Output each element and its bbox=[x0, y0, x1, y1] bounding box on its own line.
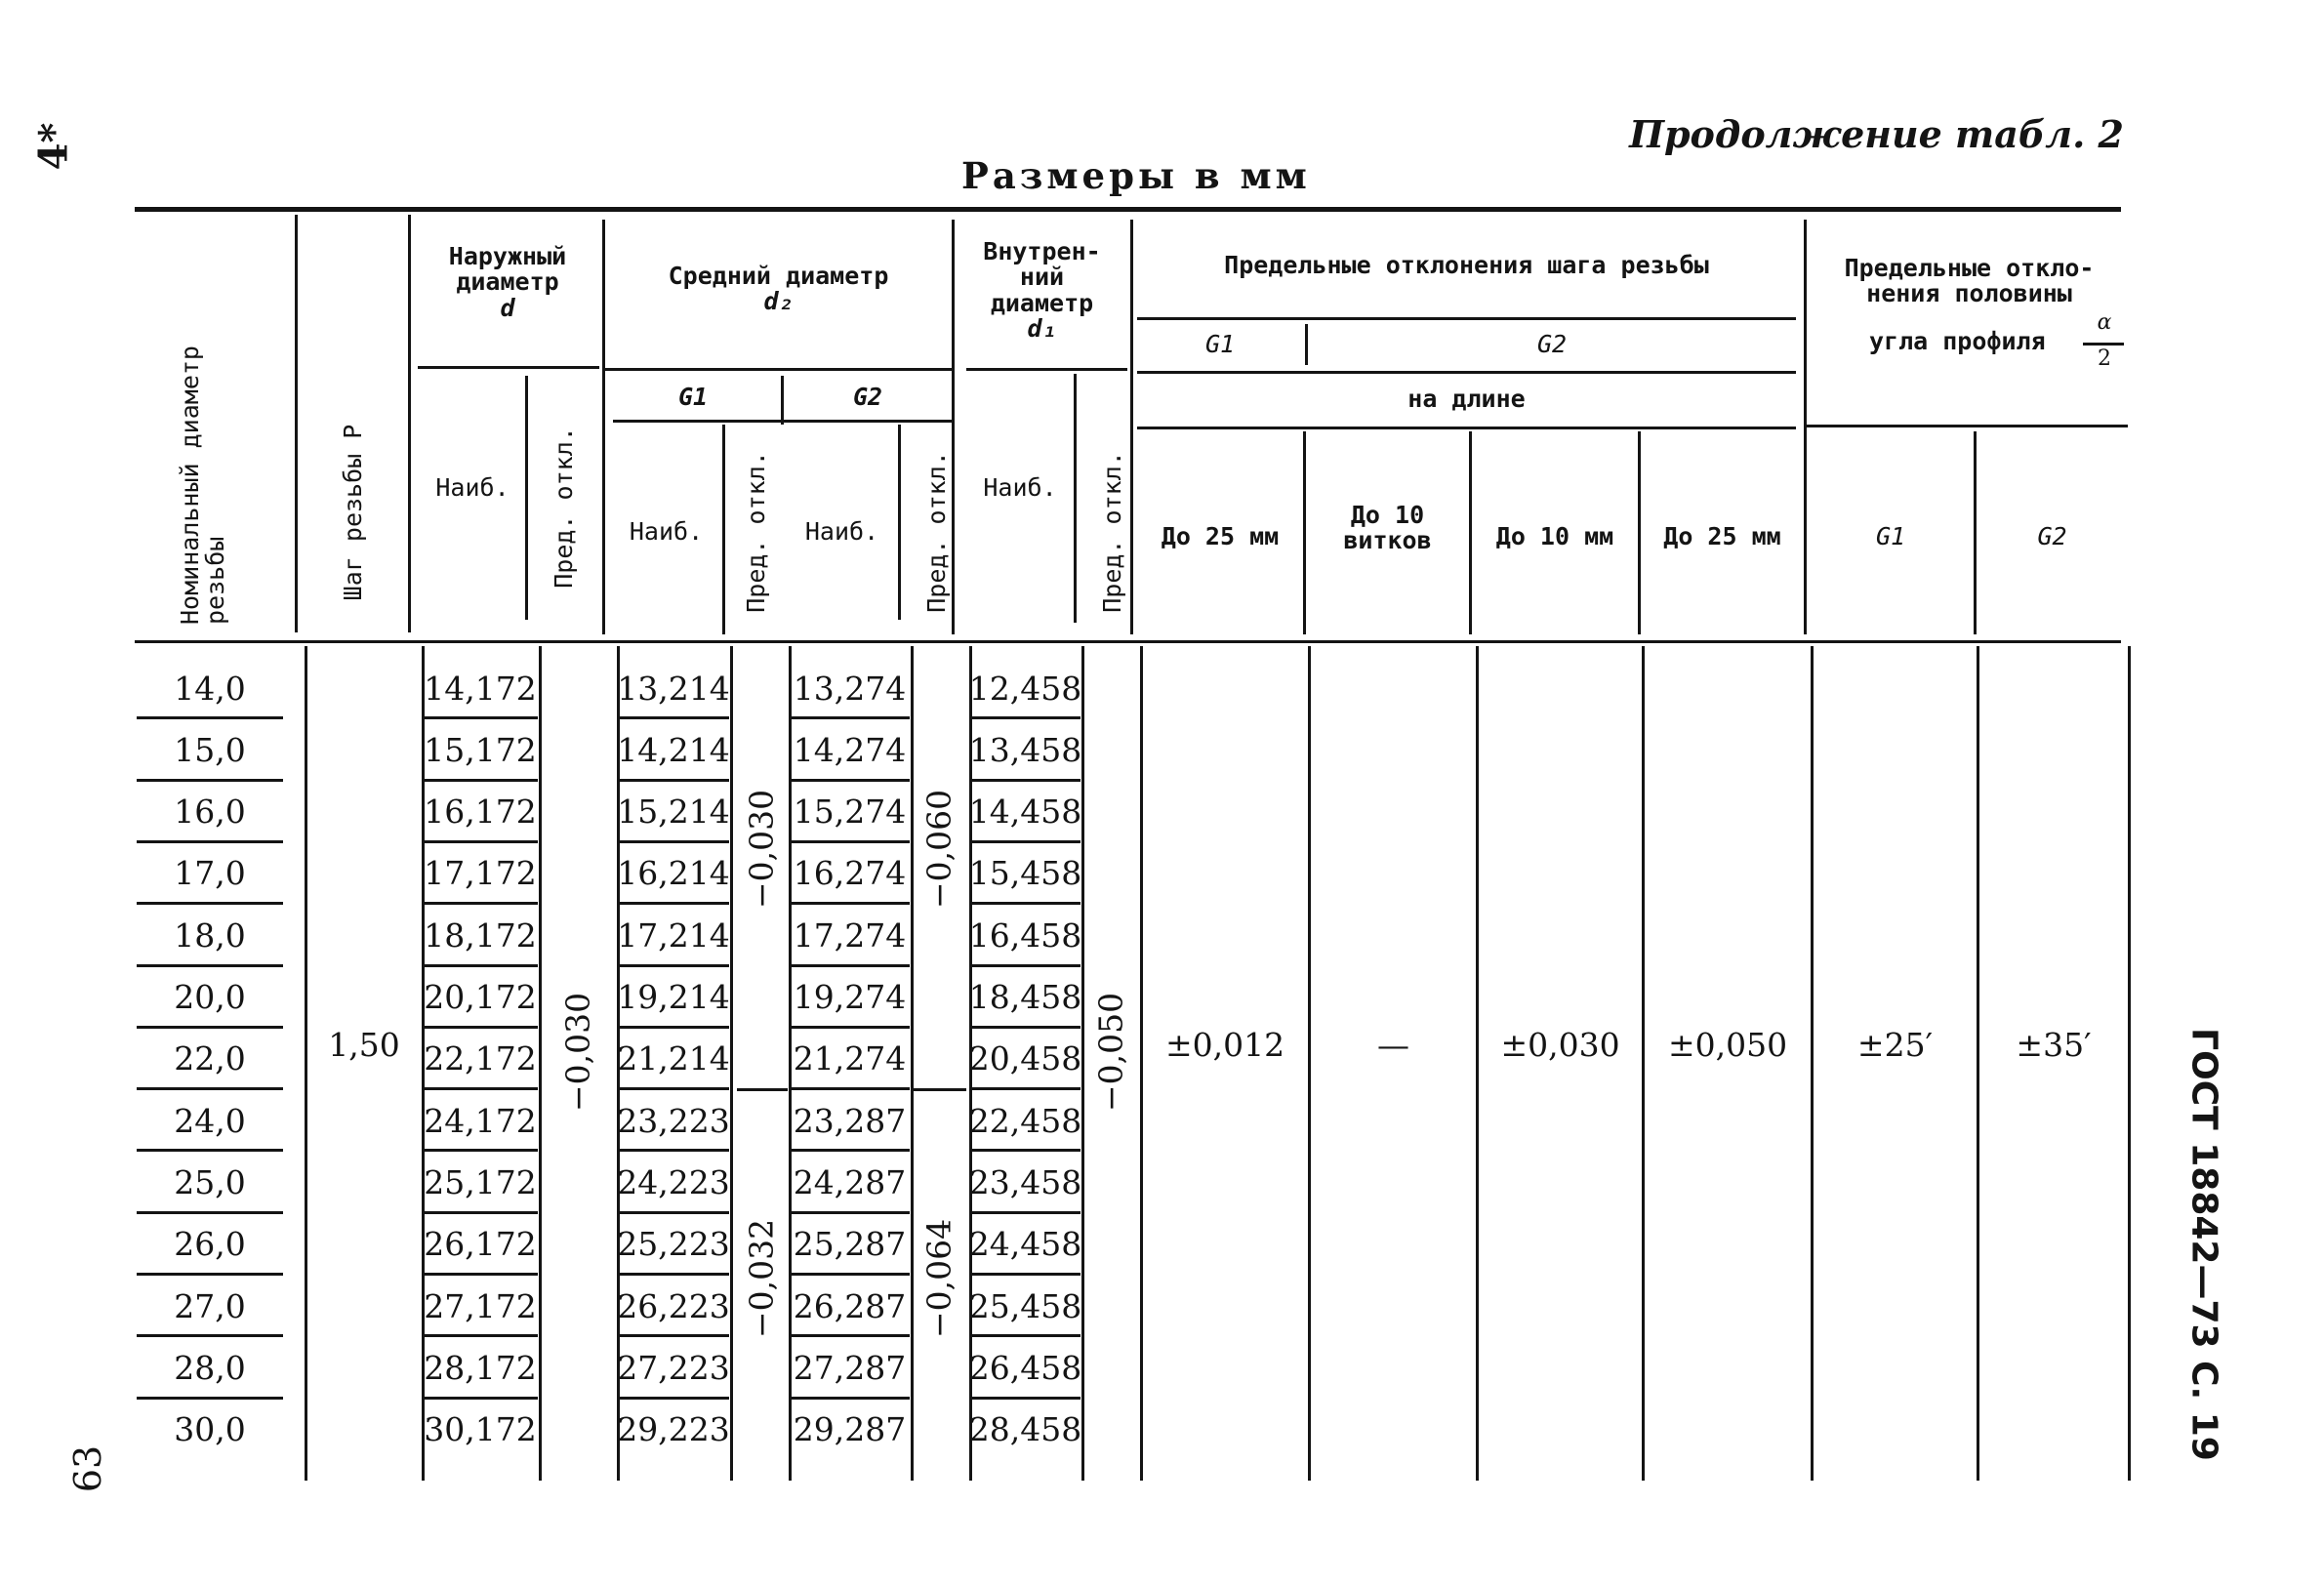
header-two: 2 bbox=[2098, 346, 2111, 371]
cell-middle-g1: 26,223 bbox=[617, 1286, 730, 1325]
cell-middle-g2: 27,287 bbox=[793, 1348, 907, 1387]
vline-body bbox=[1476, 646, 1479, 1481]
cell-middle-g2: 21,274 bbox=[793, 1039, 907, 1078]
cell-outer-d: 26,172 bbox=[424, 1225, 537, 1264]
table-top-border bbox=[135, 207, 2121, 212]
vline-body bbox=[1081, 646, 1084, 1481]
cell-outer-d: 25,172 bbox=[424, 1162, 537, 1201]
cell-outer-d: 18,172 bbox=[424, 915, 537, 955]
cell-nominal: 30,0 bbox=[174, 1410, 246, 1449]
cell-middle-g1: 17,214 bbox=[617, 915, 730, 955]
pitch-g2-10: ±0,030 bbox=[1500, 1025, 1620, 1064]
cell-middle-g2: 23,287 bbox=[793, 1101, 907, 1140]
header-pitch-g2: G2 bbox=[1536, 329, 1568, 358]
vline-body bbox=[2128, 646, 2131, 1481]
header-on-length: на длине bbox=[1407, 384, 1526, 413]
cell-inner-d1: 25,458 bbox=[968, 1286, 1082, 1325]
cell-middle-g1: 13,214 bbox=[617, 669, 730, 708]
vline-body bbox=[539, 646, 542, 1481]
cell-inner-d1: 15,458 bbox=[968, 854, 1082, 893]
cell-middle-g2: 17,274 bbox=[793, 915, 907, 955]
pitch-g2-10v: — bbox=[1377, 1025, 1409, 1064]
cell-middle-g1: 29,223 bbox=[617, 1410, 730, 1449]
cell-middle-g2: 13,274 bbox=[793, 669, 907, 708]
cell-inner-d1: 14,458 bbox=[968, 793, 1082, 832]
cell-outer-d: 30,172 bbox=[424, 1410, 537, 1449]
header-g2-naib: Наиб. bbox=[804, 516, 879, 546]
cell-middle-g2: 16,274 bbox=[793, 854, 907, 893]
vline-body bbox=[730, 646, 733, 1481]
cell-middle-g2: 24,287 bbox=[793, 1162, 907, 1201]
cell-inner-d1: 28,458 bbox=[968, 1410, 1082, 1449]
split-line-g1 bbox=[737, 1088, 788, 1091]
header-alpha: α bbox=[2097, 310, 2112, 335]
cell-nominal: 24,0 bbox=[174, 1101, 246, 1140]
cell-outer-d: 16,172 bbox=[424, 793, 537, 832]
header-len-10: До 10 мм bbox=[1495, 521, 1614, 550]
header-half-g2: G2 bbox=[2037, 521, 2067, 550]
vline-body bbox=[305, 646, 307, 1481]
cell-outer-d: 28,172 bbox=[424, 1348, 537, 1387]
cell-middle-g2: 15,274 bbox=[793, 793, 907, 832]
half-angle-g2: ±35′ bbox=[2016, 1025, 2092, 1064]
cell-middle-g2: 29,287 bbox=[793, 1410, 907, 1449]
hline-outer bbox=[418, 366, 599, 369]
cell-outer-d: 27,172 bbox=[424, 1286, 537, 1325]
hline-middle bbox=[605, 368, 953, 371]
fraction-bar bbox=[2083, 343, 2124, 346]
hline-half bbox=[1806, 425, 2128, 427]
cell-outer-d: 17,172 bbox=[424, 854, 537, 893]
cell-middle-g1: 16,214 bbox=[617, 854, 730, 893]
cell-middle-g1: 15,214 bbox=[617, 793, 730, 832]
cell-nominal: 26,0 bbox=[174, 1225, 246, 1264]
vline-body bbox=[1811, 646, 1814, 1481]
cell-middle-g1: 23,223 bbox=[617, 1101, 730, 1140]
header-outer: Наружный диаметр d bbox=[448, 242, 567, 322]
cell-middle-g2: 26,287 bbox=[793, 1286, 907, 1325]
cell-middle-g2: 19,274 bbox=[793, 978, 907, 1016]
cell-middle-g1: 19,214 bbox=[617, 978, 730, 1016]
header-half-g1: G1 bbox=[1875, 521, 1906, 550]
vline bbox=[722, 425, 725, 634]
vline-body bbox=[1642, 646, 1645, 1481]
hline-pitch-3 bbox=[1137, 427, 1796, 429]
header-len-25-g2: До 25 мм bbox=[1663, 521, 1781, 550]
cell-middle-g1: 24,223 bbox=[617, 1162, 730, 1201]
cell-inner-d1: 12,458 bbox=[968, 669, 1082, 708]
header-middle: Средний диаметр d₂ bbox=[668, 262, 889, 316]
cell-outer-d: 15,172 bbox=[424, 730, 537, 769]
vline bbox=[952, 220, 955, 634]
header-half-angle-3: угла профиля bbox=[1869, 327, 2046, 355]
cell-middle-g2: 25,287 bbox=[793, 1225, 907, 1264]
cell-nominal: 15,0 bbox=[174, 730, 246, 769]
cell-middle-g1: 21,214 bbox=[617, 1039, 730, 1078]
cell-inner-d1: 16,458 bbox=[968, 915, 1082, 955]
pitch-g1-25: ±0,012 bbox=[1164, 1025, 1285, 1064]
cell-nominal: 14,0 bbox=[174, 669, 246, 708]
cell-nominal: 25,0 bbox=[174, 1162, 246, 1201]
hline-pitch-1 bbox=[1137, 317, 1796, 320]
header-g1-naib: Наиб. bbox=[629, 516, 704, 546]
cell-inner-d1: 13,458 bbox=[968, 730, 1082, 769]
cell-nominal: 28,0 bbox=[174, 1348, 246, 1387]
vline bbox=[525, 376, 528, 620]
hline-pitch-2 bbox=[1137, 371, 1796, 374]
vline bbox=[1130, 220, 1133, 634]
continuation-label: Продолжение табл. 2 bbox=[1629, 112, 2124, 156]
cell-middle-g1: 25,223 bbox=[617, 1225, 730, 1264]
header-inner: Внутрен- ний диаметр d₁ bbox=[983, 237, 1101, 343]
header-middle-g2: G2 bbox=[852, 382, 883, 411]
cell-inner-d1: 24,458 bbox=[968, 1225, 1082, 1264]
header-middle-g1: G1 bbox=[677, 382, 709, 411]
vline-body bbox=[1140, 646, 1143, 1481]
split-line-g2 bbox=[913, 1088, 966, 1091]
header-pitch-g1: G1 bbox=[1204, 329, 1236, 358]
units-label: Размеры в мм bbox=[961, 154, 1311, 197]
half-angle-g1: ±25′ bbox=[1856, 1025, 1934, 1064]
cell-nominal: 18,0 bbox=[174, 915, 246, 955]
pitch-g2-25: ±0,050 bbox=[1667, 1025, 1788, 1064]
cell-inner-d1: 18,458 bbox=[968, 978, 1082, 1016]
vline bbox=[408, 215, 411, 632]
vline bbox=[1804, 220, 1807, 634]
cell-inner-d1: 22,458 bbox=[968, 1101, 1082, 1140]
header-half-angle: Предельные откло- нения половины bbox=[1844, 254, 2095, 308]
cell-outer-d: 14,172 bbox=[424, 669, 537, 708]
cell-inner-d1: 26,458 bbox=[968, 1348, 1082, 1387]
header-outer-naib: Наиб. bbox=[435, 472, 510, 502]
vline bbox=[1074, 374, 1077, 623]
cell-middle-g2: 14,274 bbox=[793, 730, 907, 769]
header-inner-naib: Наиб. bbox=[983, 472, 1057, 502]
cell-nominal: 22,0 bbox=[174, 1039, 246, 1078]
cell-outer-d: 20,172 bbox=[424, 978, 537, 1016]
header-pitch-dev: Предельные отклонения шага резьбы bbox=[1224, 251, 1709, 280]
hline-inner bbox=[966, 368, 1127, 371]
cell-inner-d1: 20,458 bbox=[968, 1039, 1082, 1078]
cell-nominal: 20,0 bbox=[174, 978, 246, 1016]
cell-middle-g1: 27,223 bbox=[617, 1348, 730, 1387]
cell-nominal: 17,0 bbox=[174, 854, 246, 893]
vline-body bbox=[911, 646, 914, 1481]
cell-outer-d: 24,172 bbox=[424, 1101, 537, 1140]
header-bottom-border bbox=[135, 640, 2121, 643]
vline-body bbox=[1977, 646, 1979, 1481]
vline-body bbox=[1308, 646, 1311, 1481]
cell-nominal: 16,0 bbox=[174, 793, 246, 832]
header-len-25-g1: До 25 мм bbox=[1161, 521, 1280, 550]
pitch-value: 1,50 bbox=[328, 1025, 400, 1064]
cell-inner-d1: 23,458 bbox=[968, 1162, 1082, 1201]
vline bbox=[898, 425, 901, 620]
vline bbox=[295, 215, 298, 632]
cell-outer-d: 22,172 bbox=[424, 1039, 537, 1078]
cell-middle-g1: 14,214 bbox=[617, 730, 730, 769]
header-len-10v: До 10 витков bbox=[1343, 501, 1432, 555]
cell-nominal: 27,0 bbox=[174, 1286, 246, 1325]
